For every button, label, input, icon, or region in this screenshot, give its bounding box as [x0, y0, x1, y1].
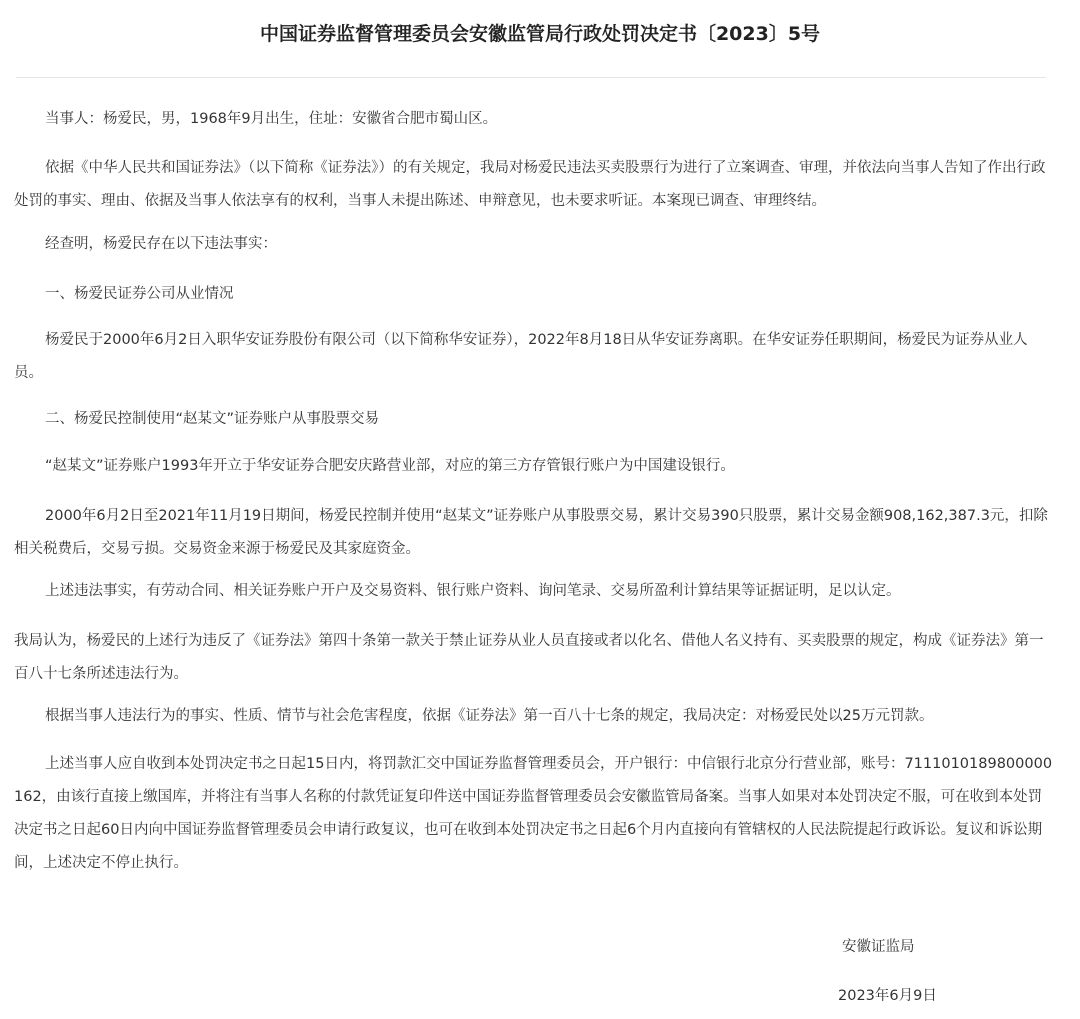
document-date: 2023年6月9日 — [838, 988, 937, 1004]
evidence-paragraph: 上述违法事实，有劳动合同、相关证券账户开户及交易资料、银行账户资料、询问笔录、交易所盈利计算结果等证据证明，足以认定。 — [45, 583, 901, 599]
employment-paragraph: 杨爱民于2000年6月2日入职华安证券股份有限公司（以下简称华安证券），2022年8月18日从华安证券离职。在华安证券任职期间，杨爱民为证券从业人员。 — [14, 332, 1028, 381]
findings-intro-paragraph: 经查明，杨爱民存在以下违法事实： — [45, 236, 277, 252]
account-paragraph: “赵某文”证券账户1993年开立于华安证券合肥安庆路营业部，对应的第三方存管银行账户为中国建设银行。 — [45, 458, 735, 474]
section-heading-2: 二、杨爱民控制使用“赵某文”证券账户从事股票交易 — [45, 411, 380, 427]
title-divider — [16, 77, 1046, 78]
signatory: 安徽证监局 — [842, 939, 915, 955]
legal-basis-paragraph: 依据《中华人民共和国证券法》（以下简称《证券法》）的有关规定，我局对杨爱民违法买卖股票行为进行了立案调查、审理，并依法向当事人告知了作出行政处罚的事实、理由、依据及当事人依法享有的权利，当事人未提出陈述、申辩意见，也未要求听证。本案现已调查、审理终结。 — [14, 160, 1046, 209]
penalty-decision-paragraph: 根据当事人违法行为的事实、性质、情节与社会危害程度，依据《证券法》第一百八十七条的规定，我局决定：对杨爱民处以25万元罚款。 — [45, 708, 934, 724]
party-info-paragraph: 当事人：杨爱民，男，1968年9月出生，住址：安徽省合肥市蜀山区。 — [45, 111, 498, 127]
payment-instructions-paragraph: 上述当事人应自收到本处罚决定书之日起15日内，将罚款汇交中国证券监督管理委员会，开户银行：中信银行北京分行营业部，账号：7111010189800000162，由该行直接上缴国库，并将注有当事人名称的付款凭证复印件送中国证券监督管理委员会安徽监管局备案。当事人如果对本处罚决定不服，可在收到本处罚决定书之日起60日内向中国证券监督管理委员会申请行政复议，也可在收到本处罚决定书之日起6个月内直接向有管辖权的人民法院提起行政诉讼。复议和诉讼期间，上述决定不停止执行。 — [14, 756, 1053, 871]
document-title: 中国证券监督管理委员会安徽监管局行政处罚决定书〔2023〕5号 — [259, 23, 821, 45]
trading-paragraph: 2000年6月2日至2021年11月19日期间，杨爱民控制并使用“赵某文”证券账户从事股票交易，累计交易390只股票，累计交易金额908,162,387.3元，扣除相关税费后，交易亏损。交易资金来源于杨爱民及其家庭资金。 — [14, 508, 1048, 557]
section-heading-1: 一、杨爱民证券公司从业情况 — [45, 286, 234, 302]
violation-finding-paragraph: 我局认为，杨爱民的上述行为违反了《证券法》第四十条第一款关于禁止证券从业人员直接或者以化名、借他人名义持有、买卖股票的规定，构成《证券法》第一百八十七条所述违法行为。 — [14, 633, 1044, 682]
